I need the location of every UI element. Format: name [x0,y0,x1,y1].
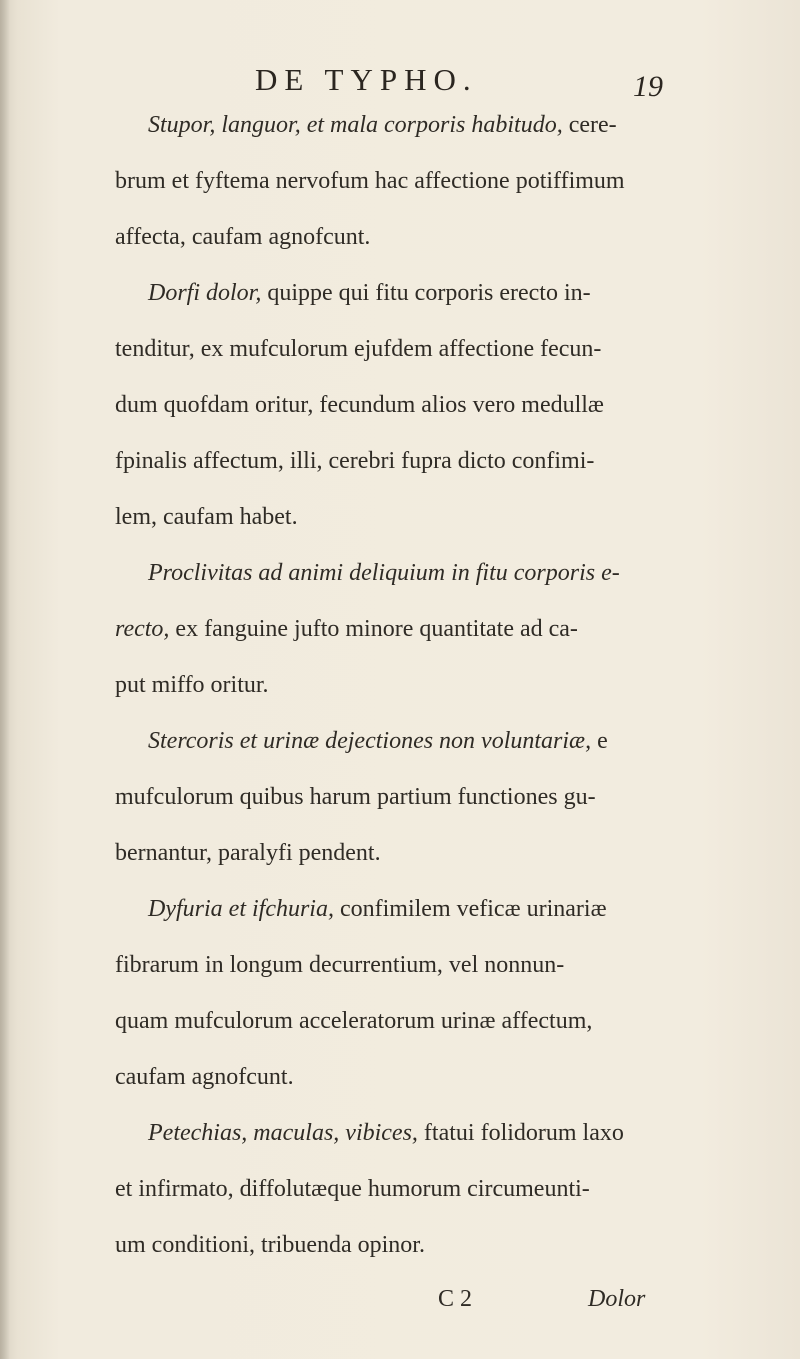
line-text: put miffo oritur. [115,672,269,698]
text-line [115,1232,425,1259]
italic-term: Proclivitas ad animi deliquium in fitu corporis e- [148,560,620,586]
line-text: brum et fyftema nervofum hac affectione potiffimum [115,168,625,194]
text-line [115,448,594,475]
line-text: bernantur, paralyfi pendent. [115,840,381,866]
text-line [115,952,564,979]
text-line [115,168,625,195]
text-line [115,504,298,531]
line-text: fpinalis affectum, illi, cerebri fupra dicto confimi- [115,448,595,474]
text-line [148,560,620,587]
line-text: ex fanguine jufto minore quantitate ad ca- [169,616,578,642]
line-text: confimilem veficæ urinariæ [333,896,607,922]
italic-term: Petechias, maculas, vibices, [148,1120,418,1146]
line-text: quam mufculorum acceleratorum urinæ affectum, [115,1008,593,1034]
text-line [148,1120,624,1147]
line-text: affecta, caufam agnofcunt. [115,224,371,250]
text-line [148,896,607,923]
text-line [115,616,578,643]
line-text: et infirmato, diffolutæque humorum circumeunti- [115,1176,590,1202]
line-text: cere- [562,112,617,138]
italic-term: Dorfi dolor, [148,280,262,306]
text-line [148,112,617,139]
line-text: fibrarum in longum decurrentium, vel nonnun- [115,952,565,978]
text-line [115,1008,592,1035]
page-number: 19 [633,70,663,103]
text-line [115,840,381,867]
line-text: lem, caufam habet. [115,504,298,530]
catchword: Dolor [588,1286,646,1312]
text-line [115,224,370,251]
text-line [148,280,591,307]
line-text: um conditioni, tribuenda opinor. [115,1232,425,1258]
italic-term: Stupor, languor, et mala corporis habitudo, [148,112,563,138]
italic-term: Dyfuria et ifchuria, [148,896,334,922]
text-line [115,672,269,699]
text-line [115,784,596,811]
line-text: mufculorum quibus harum partium functiones gu- [115,784,596,810]
text-line [115,392,604,419]
signature-mark: C 2 [438,1286,473,1312]
text-line [115,1064,294,1091]
line-text: ftatui folidorum laxo [417,1120,624,1146]
italic-term: Stercoris et urinæ dejectiones non voluntariæ, [148,728,592,754]
text-line [115,336,601,363]
line-text: tenditur, ex mufculorum ejufdem affectione fecun- [115,336,602,362]
running-head: DE TYPHO. [255,62,478,97]
line-text: dum quofdam oritur, fecundum alios vero medullæ [115,392,604,418]
line-text: e [591,728,608,754]
italic-term: recto, [115,616,170,642]
line-text: caufam agnofcunt. [115,1064,294,1090]
text-line [115,1176,590,1203]
binding-edge-shadow [0,0,10,1359]
line-text: quippe qui fitu corporis erecto in- [261,280,591,306]
text-line [148,728,608,755]
